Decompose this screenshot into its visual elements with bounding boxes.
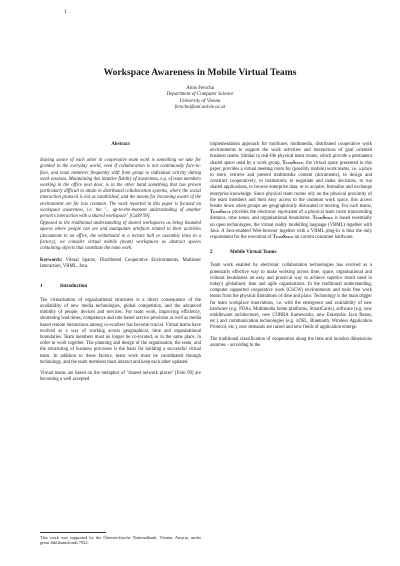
introduction-paragraph: Virtual teams are based on the metaphor of "shared network places" [Folo 99] are becoming a well accepted <box>40 371 201 383</box>
body-paragraph: The traditional classification of cooperation along the time and location dimensions assumes - according to the <box>210 336 372 348</box>
section-heading-introduction <box>40 284 201 290</box>
author-university: University of Vienna <box>179 98 221 104</box>
right-column <box>210 142 372 349</box>
teamspace-term: TeamSpace <box>282 160 304 166</box>
footnote-rule <box>40 532 106 533</box>
abstract-heading: Abstract <box>111 142 130 147</box>
teamspace-term: TeamSpace <box>272 235 294 241</box>
paper-title: Workspace Awareness in Mobile Virtual Teams <box>103 67 297 78</box>
body-paragraph: Team work enabled by electronic collaboration technologies has evolved as a potentially effective way to make working across time, space, organisational and cultural boundaries an easy and practical way to achieve superior result need in today's globalised, lean and agile organisations. In the traditional understanding, computer supported cooperative work (CSCW) environments and tools free work teams from the physical limitations of time and place. Technology is the main trigger for team workplace innovations, i.e. with the emergence and availability of new hardware (e.g. PDAs, Multimedia home platforms, SmartCards), software (e.g. new middleware architectures, new CORBA frameworks, new Enterprise Java Beans, etc.) and communication technologies (e.g. xDSL, Bluetooth, Wireless Application Protocol, etc.), new demands are raised and new fields of application emerge. <box>210 263 372 331</box>
keywords-text: Virtual Spaces, Distributed Cooperative Environments, Multiuser Interaction, VRML, Java. <box>40 258 201 270</box>
author-email: ferscha@ani.univie.ac.at <box>174 105 226 111</box>
abstract-paragraph: Opposed to the traditional understanding of shared workspaces as being bounded spaces where people can see and manipulate artefacts related to their activities (documents in an office, the whiteboard in a lecture hall or assembly lines in a factory), we consider virtual mobile (team) workspaces as abstract spaces containing objects that constitute the team work. <box>40 221 201 252</box>
abstract-paragraph: Staying aware of each other in cooperative team work is something we take for granted in the everyday world, even if collaboration is not continuously face-to-face, and team members frequently shift from group to individual activity during work sessions. Maintaining this intuitive fidelity of awareness, e.g. of team members working in the office next door, is in the other hand something that has proven particularly difficult to attain in distributed collaboration systems, where the social interaction protocol is not as established, and the means for becoming aware of the environment are far less common. The work reported in this paper is focused on workspace awareness, i.e. the "... up-to-the-moment understanding of another person's interaction with a shared workspace" [Gu99 99]. <box>40 158 201 220</box>
author-department: Department of Computer Science <box>166 92 234 98</box>
teamspace-term: TeamSpace <box>312 216 334 222</box>
keywords-label: Keywords: <box>40 258 63 264</box>
introduction-paragraph: The virtualisation of organisational structures is a direct consequence of the availability of new media technologies, global competition, and the advanced mobility of people, devices and services. For team work, improving efficiency, shortening lead times, competence and role based service provision as well as media based remote interactions among co-workers has become crucial. Virtual teams have evolved as a way of working across geographical, time and organisational boundaries. Team members must no longer be co-located, or in the same place, in order to work together. The planning and design of the organisation, the team, and the structuring of business processes is the basis for building a successful virtual team. In addition to these factors, team work must be coordinated through technology, and the team members must interact and keep each other updated. <box>40 297 201 365</box>
section-title: Mobile Virtual Teams <box>230 250 277 256</box>
left-column <box>40 142 201 384</box>
section-number: 1 <box>40 283 43 289</box>
teamspace-term: TeamSpace <box>210 210 231 216</box>
body-paragraph: implementation approach for multiuser, multimedia, distributed cooperative work environments to support the work activities and interactions of goal oriented business teams. Similar to real-life physical team rooms, which provide a permanent shared space used by a work group, TeamSpace, the virtual space presented in this paper, provides a virtual meeting room for (possibly mobile) work teams, i.e. a place to store, retrieve and present multimedia content (documents), to design and construct cooperatively, to brainstorm, to negotiate and make decisions, to run shared applications, to browse enterprise data, or to acquire, formalise and exchange enterprise knowledge. Since physical team rooms rely on the physical proximity of the team members and their easy access to the common work space, this access breaks down when groups are geographically dislocated or moving. For such teams, TeamSpace provides the electronic equivalent of a physical team room transcending distance, time zones, and organisational boundaries. TeamSpace is based essentially on open technologies, the virtual reality modelling language (VRML) together with Java. A Java-enabled Web-browser together with a VRML plug-in is thus the only requirement for the execution of TeamSpace on current consumer hardware. <box>210 142 372 241</box>
section-number: 2 <box>210 250 213 256</box>
keywords <box>40 258 201 270</box>
section-heading-mobile-virtual-teams <box>210 250 372 256</box>
page-number: 1 <box>64 9 67 15</box>
footnote: This work was supported by the Österreichische Nationalbank, Vienna, Austria, under grant Jubiläumsfonds 7922. <box>40 535 201 546</box>
author-block <box>0 86 400 112</box>
section-title: Introduction <box>60 283 88 289</box>
author-name: Alois Ferscha <box>186 86 214 91</box>
